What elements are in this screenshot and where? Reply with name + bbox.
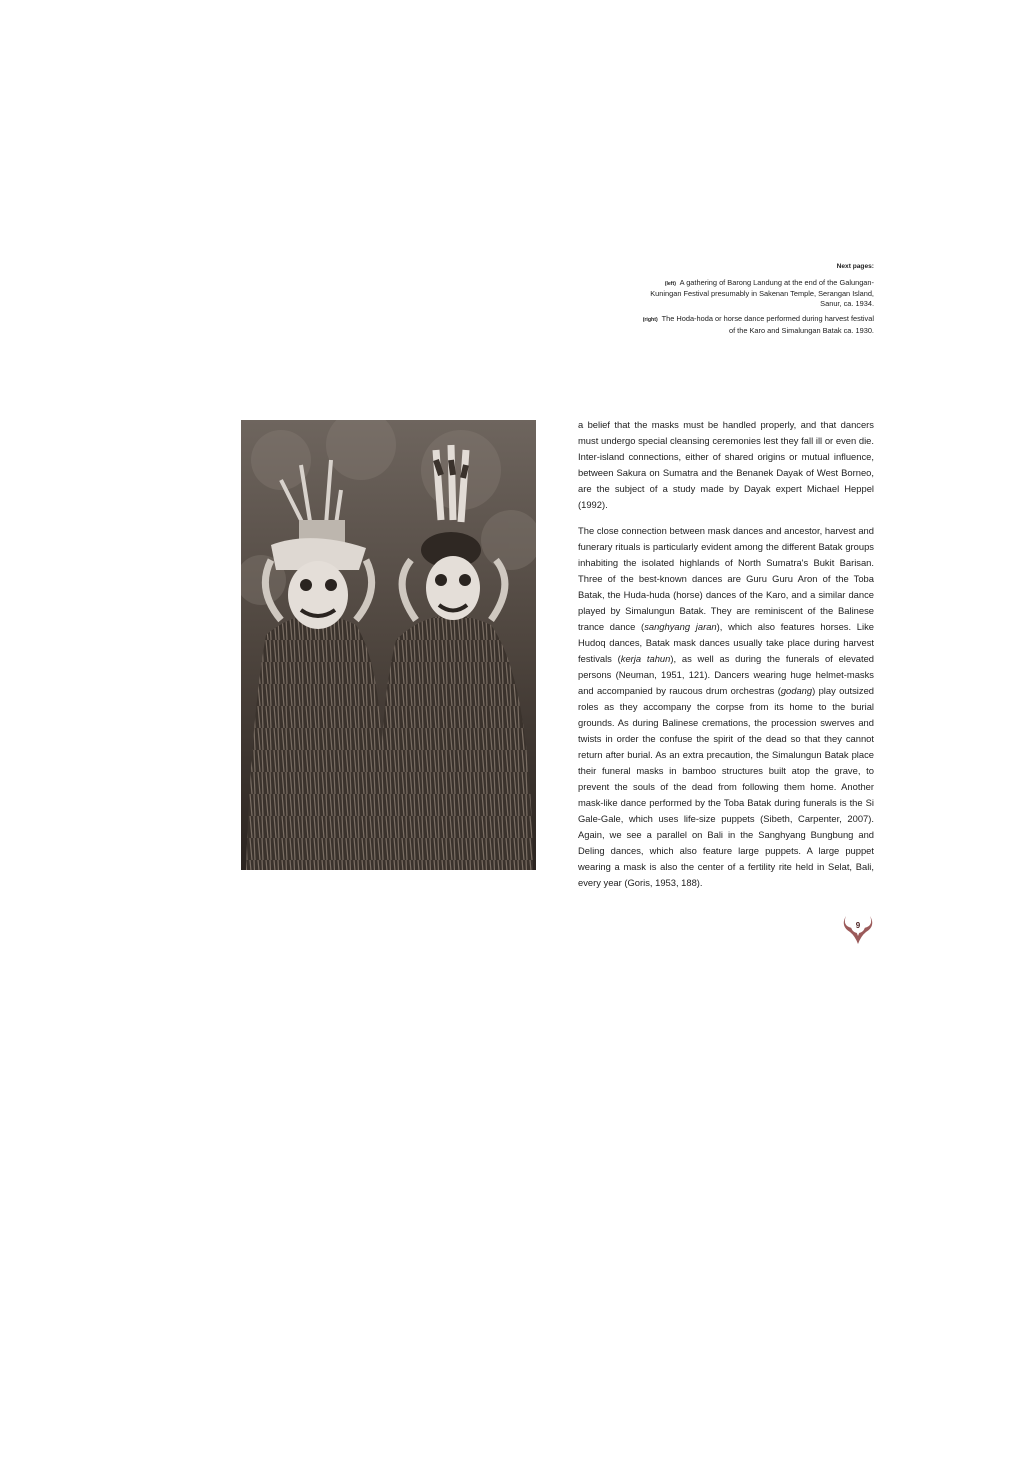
body-text-span: ), which also features horses. Like Hudoq dances, Batak mask dances usually take place during harvest festivals ( bbox=[578, 621, 874, 664]
body-text-span: ) play outsized roles as they accompany the corpse from its home to the burial grounds. As during Balinese cremations, the procession swerves and twists in order the confuse the spirit of the dead so that they cannot return after burial. As an extra precaution, the Simalungun Batak place their funeral masks in bamboo structures built atop the grave, to prevent the souls of the dead from following them home. Another mask-like dance performed by the Toba Batak during funerals is the Si Gale-Gale, which uses life-size puppets (Sibeth, Carpenter, 2007). Again, we see a parallel on Bali in the Sanghyang Bungbung and Deling dances, which also feature large puppets. A large puppet wearing a mask is also the center of a fertility rite held in Selat, Bali, every year (Goris, 1953, 188). bbox=[578, 685, 874, 888]
body-text-span: The close connection between mask dances and ancestor, harvest and funerary rituals is particularly evident among the different Batak groups inhabiting the isolated highlands of North Sumatra's Bukit Barisan. Three of the best-known dances are Guru Guru Aron of the Toba Batak, the Huda-huda (horse) dances of the Karo, and a similar dance played by Simalungun Batak. They are reminiscent of the Balinese trance dance ( bbox=[578, 525, 874, 632]
page-number: 9 bbox=[855, 921, 861, 930]
page-number-ornament bbox=[840, 914, 876, 946]
caption-left-position: (left) bbox=[664, 280, 676, 287]
body-paragraph-1: a belief that the masks must be handled properly, and that dancers must undergo special cleansing ceremonies lest they fall ill or even die. Inter-island connections, either of shared origins or mutual influence, between Sakura on Sumatra and the Benanek Dayak of West Borneo, are the subject of a study made by Dayak expert Michael Heppel (1992). bbox=[578, 419, 874, 510]
next-pages-captions bbox=[640, 262, 874, 342]
mask-dancers-photo bbox=[241, 420, 536, 870]
italic-term: godang bbox=[780, 685, 813, 696]
caption-left-text: A gathering of Barong Landung at the end of the Galungan-Kuningan Festival presumably in Sakenan Temple, Serangan Island, Sanur, ca. 1934. bbox=[650, 277, 874, 308]
body-text bbox=[578, 417, 874, 901]
caption-right bbox=[640, 314, 874, 335]
captions-heading: Next pages: bbox=[836, 263, 874, 270]
body-paragraph-2 bbox=[578, 523, 874, 891]
caption-left bbox=[640, 278, 874, 309]
italic-term: sanghyang jaran bbox=[644, 621, 717, 632]
body-text-span: ), as well as during the funerals of elevated persons (Neuman, 1951, 121). Dancers wearing huge helmet-masks and accompanied by raucous drum orchestras ( bbox=[578, 653, 875, 696]
caption-right-position: (right) bbox=[642, 317, 658, 324]
italic-term: kerja tahun bbox=[620, 653, 671, 664]
folio-ornament-icon bbox=[840, 914, 876, 946]
caption-right-text: The Hoda-hoda or horse dance performed during harvest festival of the Karo and Simalungan Batak ca. 1930. bbox=[661, 314, 874, 335]
